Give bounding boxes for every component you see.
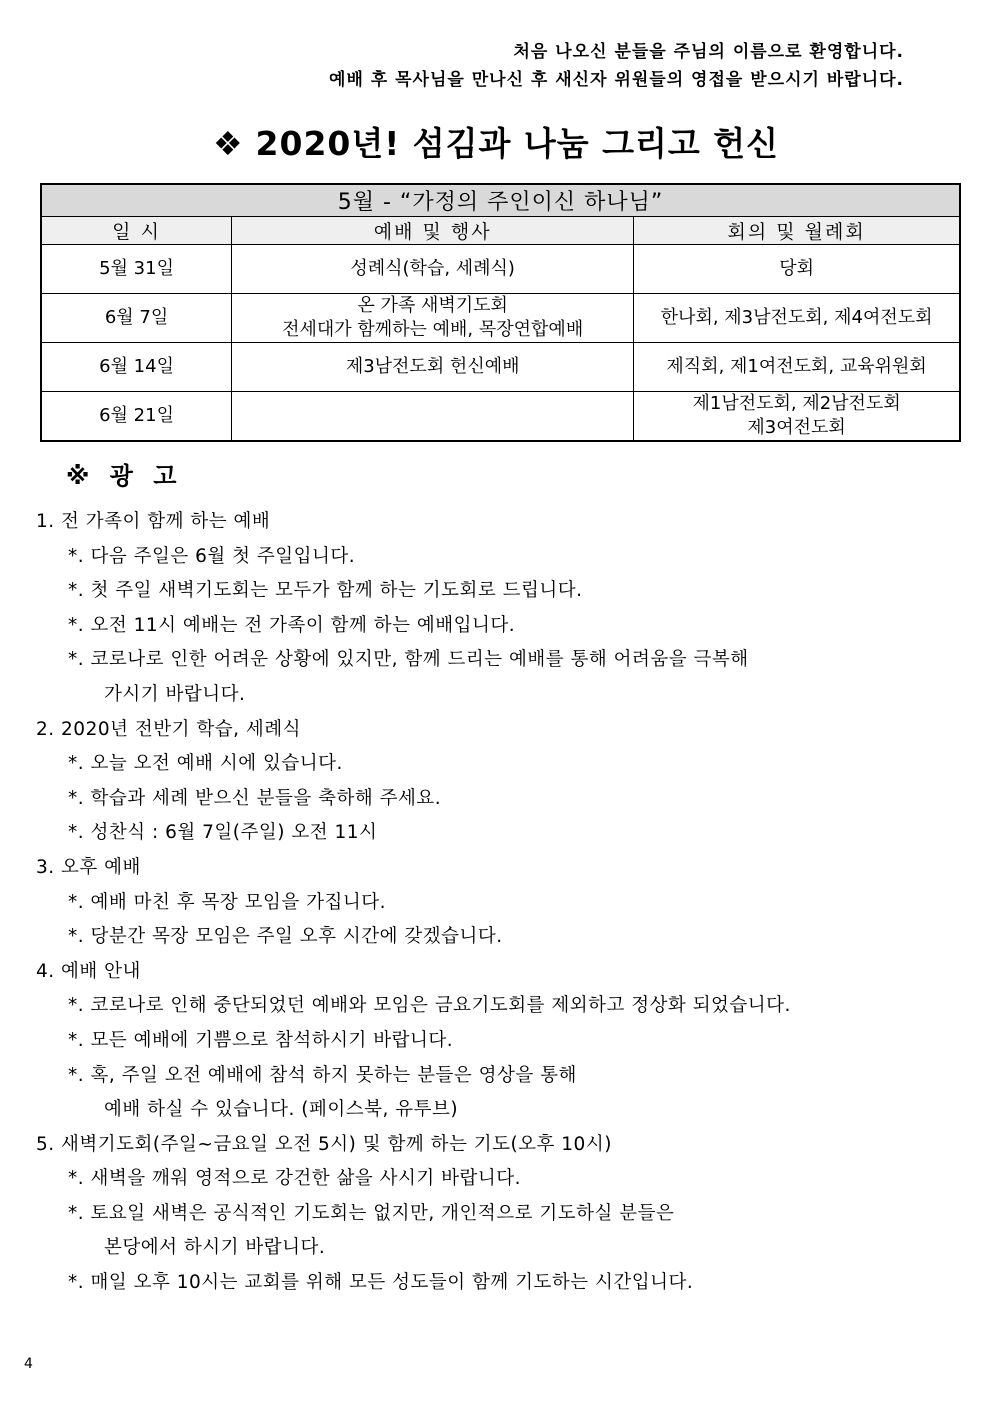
table-row — [41, 245, 960, 294]
section-title: 2. 2020년 전반기 학습, 세례식 — [36, 718, 301, 740]
row-events: 성례식(학습, 세례식) — [232, 245, 634, 294]
row-events — [232, 392, 634, 442]
header-events: 예배 및 행사 — [232, 217, 634, 245]
table-row — [41, 343, 960, 392]
list-item: *. 혹, 주일 오전 예배에 참석 하지 못하는 분들은 영상을 통해 — [68, 1064, 577, 1086]
list-item: *. 매일 오후 10시는 교회를 위해 모든 성도들이 함께 기도하는 시간입니다. — [68, 1272, 694, 1294]
row-meetings: 제직회, 제1여전도회, 교육위원회 — [634, 343, 960, 392]
list-item: *. 다음 주일은 6월 첫 주일입니다. — [68, 545, 356, 567]
welcome-line-2: 예배 후 목사님을 만나신 후 새신자 위원들의 영접을 받으시기 바랍니다. — [329, 70, 904, 90]
page-title-text: 2020년! 섬김과 나눔 그리고 헌신 — [255, 124, 780, 163]
list-item: *. 예배 마친 후 목장 모임을 가집니다. — [68, 891, 386, 913]
list-item: *. 토요일 새벽은 공식적인 기도회는 없지만, 개인적으로 기도하실 분들은 — [68, 1202, 675, 1224]
header-date: 일 시 — [41, 217, 232, 245]
page-title — [0, 118, 992, 165]
list-item: *. 첫 주일 새벽기도회는 모두가 함께 하는 기도회로 드립니다. — [68, 580, 583, 602]
list-item-continuation: 예배 하실 수 있습니다. (페이스북, 유투브) — [104, 1099, 459, 1121]
section-title: 1. 전 가족이 함께 하는 예배 — [36, 511, 271, 532]
table-row — [41, 392, 960, 442]
row-events: 제3남전도회 헌신예배 — [232, 343, 634, 392]
schedule-banner: 5월 - “가정의 주인이신 하나님” — [41, 184, 960, 217]
row-meetings: 제1남전도회, 제2남전도회 제3여전도회 — [634, 392, 960, 442]
row-date: 6월 14일 — [41, 343, 232, 392]
list-item: *. 오전 11시 예배는 전 가족이 함께 하는 예배입니다. — [68, 614, 516, 636]
page-number: 4 — [24, 1356, 33, 1372]
list-item: *. 코로나로 인해 중단되었던 예배와 모임은 금요기도회를 제외하고 정상화 되었습니다. — [68, 995, 791, 1017]
welcome-line-1: 처음 나오신 분들을 주님의 이름으로 환영합니다. — [513, 42, 904, 62]
section-title: 4. 예배 안내 — [36, 960, 141, 982]
announcements-list — [36, 505, 936, 1301]
list-item: *. 코로나로 인한 어려운 상황에 있지만, 함께 드리는 예배를 통해 어려움을 극복해 — [68, 649, 749, 671]
list-item-continuation: 본당에서 하시기 바랍니다. — [104, 1237, 326, 1259]
row-meetings: 당회 — [634, 245, 960, 294]
list-item: *. 당분간 목장 모임은 주일 오후 시간에 갖겠습니다. — [68, 926, 503, 948]
list-item: *. 오늘 오전 예배 시에 있습니다. — [68, 753, 343, 775]
list-item: *. 성찬식 : 6월 7일(주일) 오전 11시 — [68, 822, 378, 844]
section-title: 3. 오후 예배 — [36, 856, 141, 878]
row-meetings: 한나회, 제3남전도회, 제4여전도회 — [634, 294, 960, 343]
welcome-message — [329, 38, 904, 94]
schedule-table — [40, 183, 961, 442]
row-date: 6월 21일 — [41, 392, 232, 442]
list-item: *. 학습과 세례 받으신 분들을 축하해 주세요. — [68, 787, 442, 809]
section-title: 5. 새벽기도회(주일~금요일 오전 5시) 및 함께 하는 기도(오후 10시) — [36, 1133, 612, 1155]
announcements-heading: ※ 광 고 — [66, 462, 183, 490]
table-row — [41, 294, 960, 343]
list-item: *. 모든 예배에 기쁨으로 참석하시기 바랍니다. — [68, 1029, 454, 1051]
list-item: *. 새벽을 깨워 영적으로 강건한 삶을 사시기 바랍니다. — [68, 1168, 521, 1190]
header-meetings: 회의 및 월례회 — [634, 217, 960, 245]
row-events: 온 가족 새벽기도회 전세대가 함께하는 예배, 목장연합예배 — [232, 294, 634, 343]
row-date: 6월 7일 — [41, 294, 232, 343]
diamond-icon: ❖ — [212, 124, 244, 163]
list-item-continuation: 가시기 바랍니다. — [104, 683, 246, 705]
row-date: 5월 31일 — [41, 245, 232, 294]
